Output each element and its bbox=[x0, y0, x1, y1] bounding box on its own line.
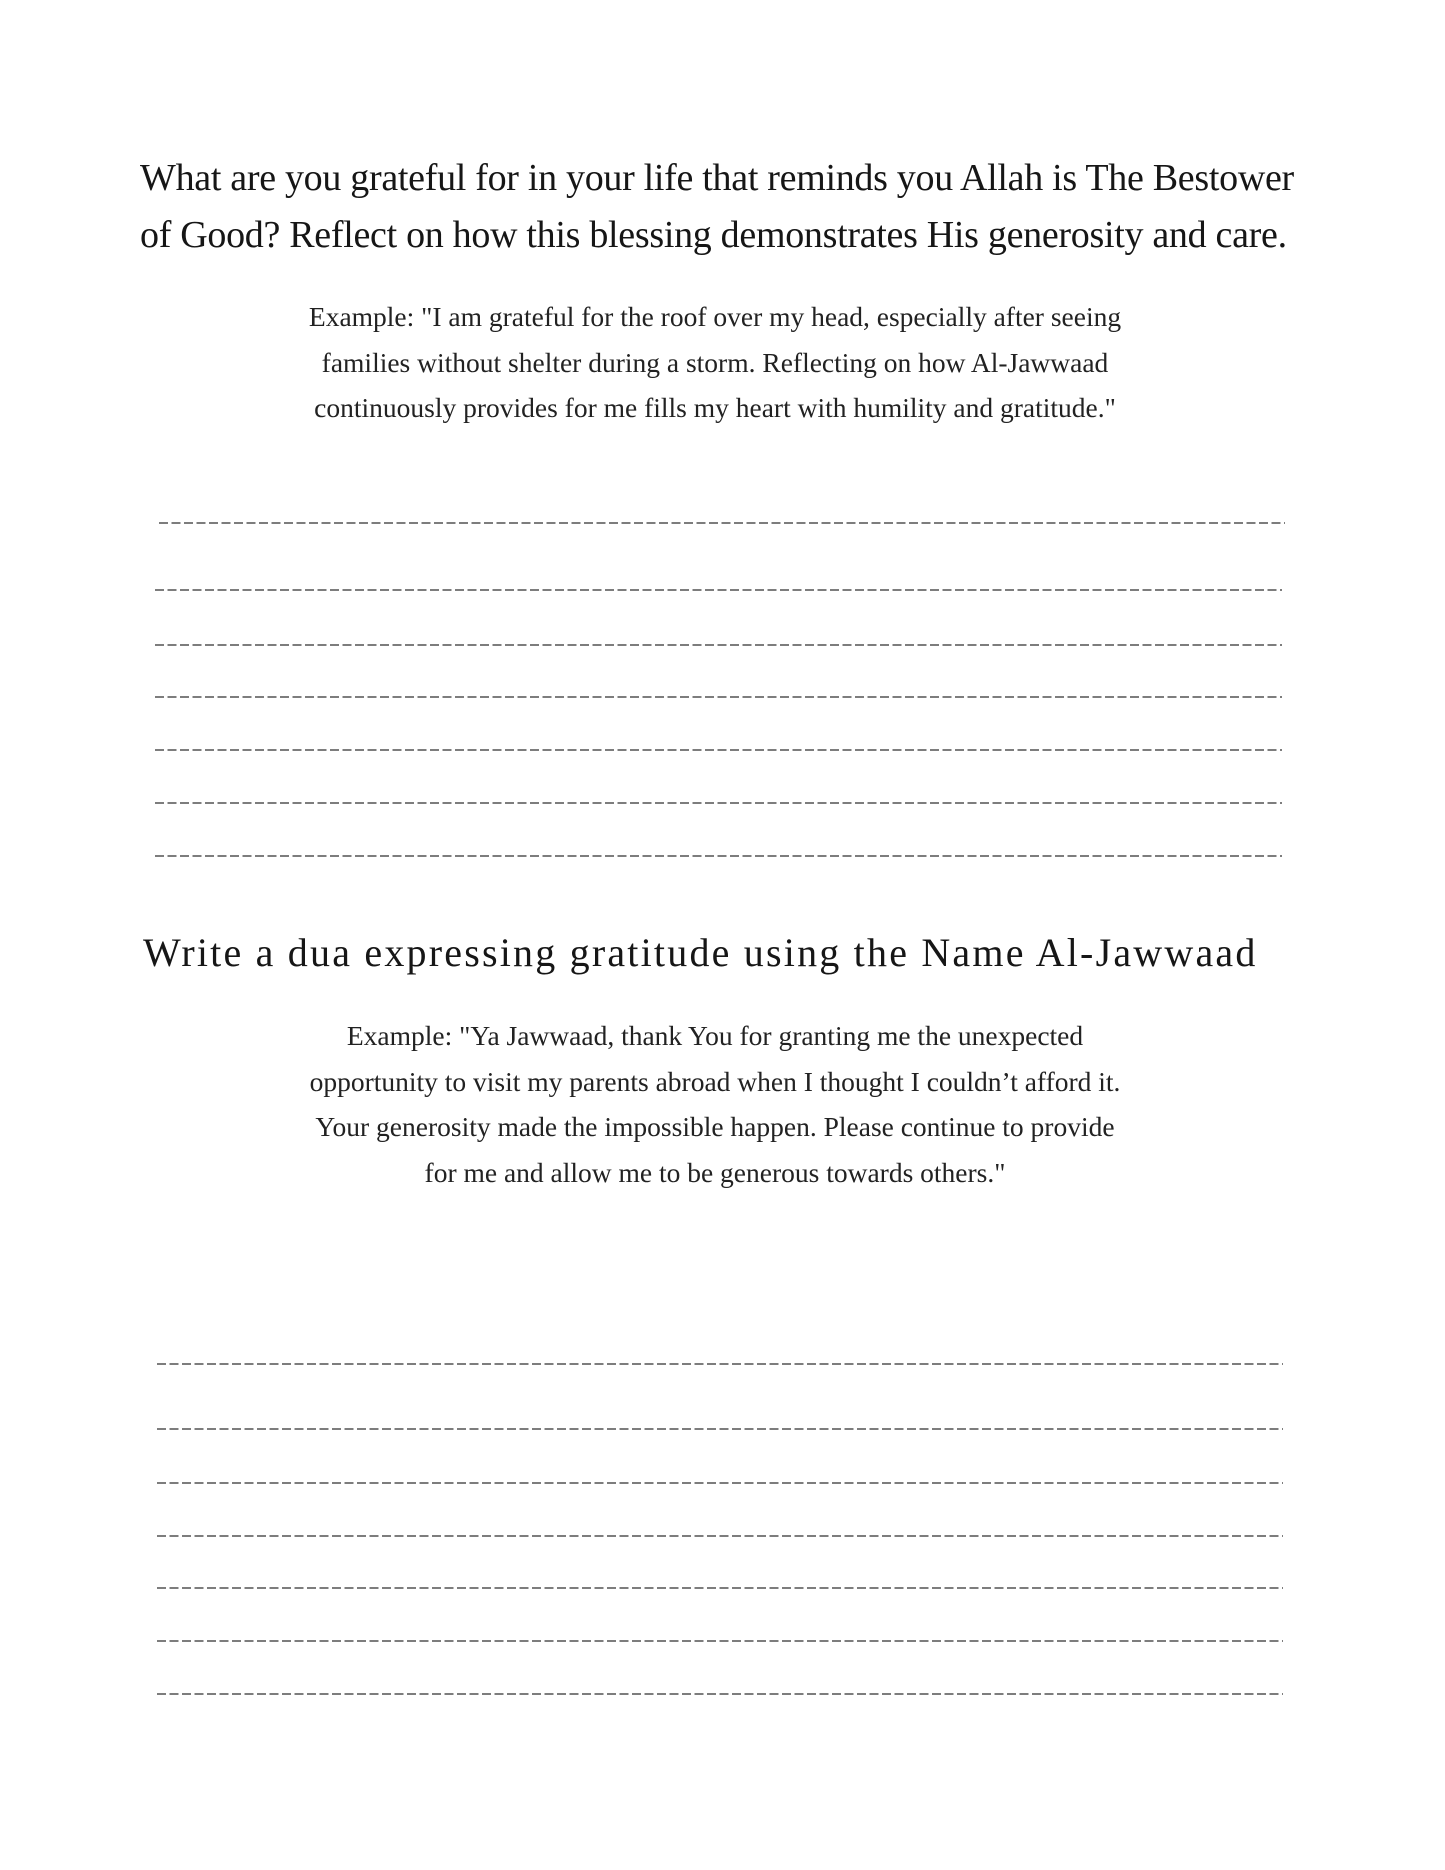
example-1-line-3: continuously provides for me fills my heart with humility and gratitude." bbox=[314, 392, 1116, 423]
example-2-line-4: for me and allow me to be generous towards others." bbox=[424, 1157, 1006, 1189]
reflection-question bbox=[140, 150, 1340, 264]
question-line-1: What are you grateful for in your life that reminds you Allah is The Bestower bbox=[140, 157, 1294, 199]
example-2-line-1: Example: "Ya Jawwaad, thank You for granting me the unexpected bbox=[346, 1020, 1084, 1051]
writing-line[interactable] bbox=[155, 644, 1282, 646]
writing-line[interactable] bbox=[157, 1428, 1283, 1430]
writing-line[interactable] bbox=[157, 1693, 1283, 1695]
writing-line[interactable] bbox=[155, 802, 1282, 804]
dua-heading: Write a dua expressing gratitude using the Name Al-Jawwaad bbox=[143, 930, 1258, 975]
example-text-1 bbox=[180, 294, 1250, 431]
example-1-line-2: families without shelter during a storm. Reflecting on how Al-Jawwaad bbox=[321, 346, 1109, 378]
question-line-2: of Good? Reflect on how this blessing demonstrates His generosity and care. bbox=[140, 214, 1287, 256]
writing-line[interactable] bbox=[155, 696, 1282, 698]
writing-line[interactable] bbox=[155, 589, 1282, 591]
writing-line[interactable] bbox=[159, 522, 1285, 524]
example-2-line-3: Your generosity made the impossible happen. Please continue to provide bbox=[315, 1111, 1115, 1143]
writing-line[interactable] bbox=[157, 1535, 1283, 1537]
writing-line[interactable] bbox=[157, 1482, 1283, 1484]
writing-line[interactable] bbox=[155, 855, 1282, 857]
example-text-2 bbox=[180, 1013, 1250, 1196]
writing-line[interactable] bbox=[155, 749, 1282, 751]
writing-line[interactable] bbox=[157, 1587, 1283, 1589]
writing-line[interactable] bbox=[157, 1640, 1283, 1642]
example-1-line-1: Example: "I am grateful for the roof over my head, especially after seeing bbox=[308, 301, 1122, 332]
example-2-line-2: opportunity to visit my parents abroad when I thought I couldn’t afford it. bbox=[309, 1065, 1121, 1097]
writing-line[interactable] bbox=[157, 1363, 1283, 1365]
